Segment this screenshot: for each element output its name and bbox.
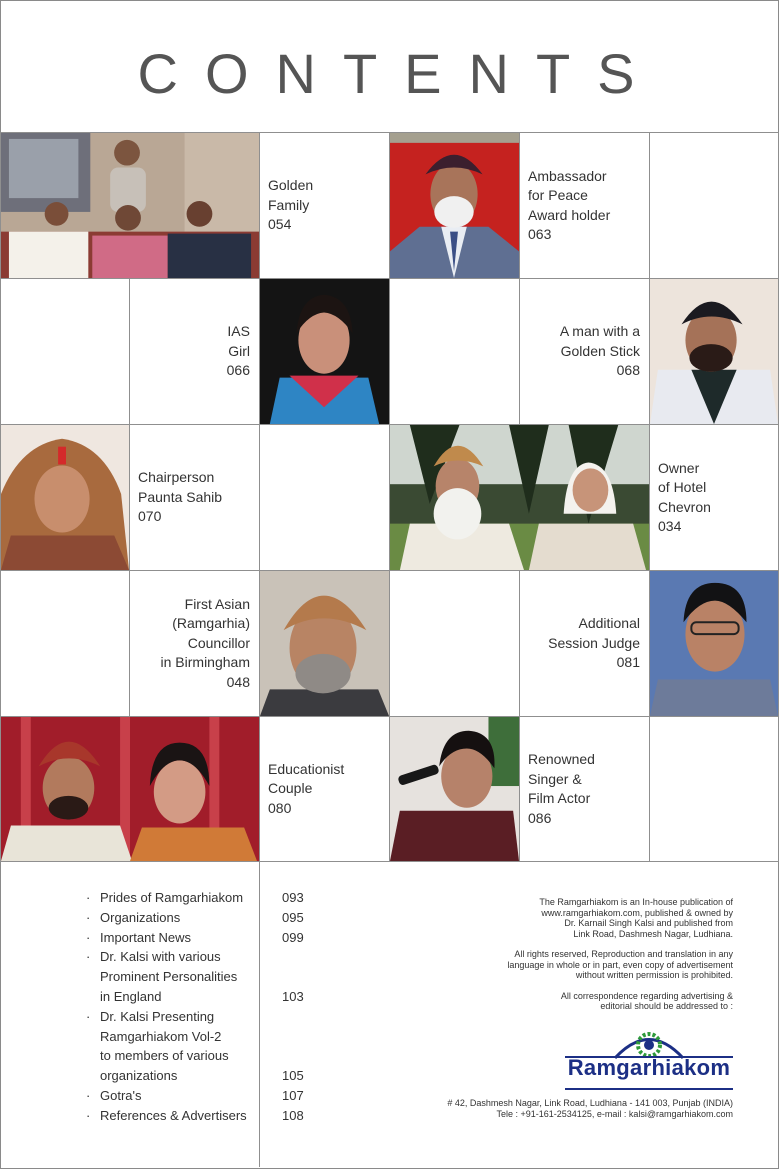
feature-session-judge: Additional Session Judge 081 [519,570,650,717]
features-grid [0,132,779,862]
feature-singer: Renowned Singer & Film Actor 086 [519,716,650,862]
toc-item[interactable]: · Prides of Ramgarhiakom 093 [86,888,322,908]
photo-educationist-couple [0,716,260,862]
bullet-icon: · [86,929,91,945]
ramgarhiakom-logo [565,1027,733,1092]
photo-ias-girl [259,278,390,425]
toc-item[interactable]: · Gotra's 107 [86,1086,322,1106]
rights-note: All rights reserved, Reproduction and translation in any language in whole or in part, even copy of advertisement without written permission is prohibited. [507,949,733,980]
photo-councillor [259,570,390,717]
feature-councillor: First Asian (Ramgarhia) Councillor in Birmingham 048 [129,570,260,717]
empty-cell [259,424,390,571]
photo-golden-stick [649,278,779,425]
photo-singer [389,716,520,862]
correspondence-note: All correspondence regarding advertising & editorial should be addressed to : [560,990,733,1011]
toc-item-continued: to members of various [100,1048,229,1064]
empty-cell [389,278,520,425]
page-title: CONTENTS [137,42,662,105]
photo-golden-family [0,132,260,279]
empty-cell [389,570,520,717]
bullet-icon: · [86,1107,91,1123]
feature-ambassador: Ambassador for Peace Award holder 063 [519,132,650,279]
contact-address: # 42, Dashmesh Nagar, Link Road, Ludhiana - 141 003, Punjab (INDIA) Tele : +91-161-2534125, e-mail : kalsi@ramgarhiakom.com [447,1098,733,1119]
logo-wordmark: Ramgarhiakom [567,1055,731,1080]
photo-session-judge [649,570,779,717]
toc-item-continued: Prominent Personalities [100,969,238,985]
toc-item-continued: in England 103 [100,988,304,1004]
publication-note: The Ramgarhiakom is an In-house publication of www.ramgarhiakom.com, published & owned by Dr. Karnail Singh Kalsi and published from Link Road, Dashmesh Nagar, Ludhiana. [539,897,733,939]
feature-golden-family: Golden Family 054 [259,132,390,279]
photo-hotel-owner [389,424,650,571]
bullet-icon: · [86,909,91,925]
bullet-icon: · [86,1087,91,1103]
empty-cell [649,716,779,862]
toc-item[interactable]: · Important News 099 [86,928,322,948]
toc-item-continued: Ramgarhiakom Vol-2 [100,1028,222,1044]
photo-ambassador [389,132,520,279]
bullet-icon: · [86,890,91,905]
contact-line[interactable]: Tele : +91-161-2534125, e-mail : kalsi@ramgarhiakom.com [496,1108,733,1119]
publisher-info [433,897,733,1022]
feature-golden-stick: A man with a Golden Stick 068 [519,278,650,425]
bullet-icon: · [86,1008,91,1024]
toc-item-continued: organizations 105 [100,1068,304,1084]
toc-item[interactable]: · References & Advertisers 108 [86,1106,322,1126]
toc-item[interactable]: · Dr. Kalsi with various [86,947,322,967]
toc-item[interactable]: · Dr. Kalsi Presenting [86,1007,322,1027]
toc-item[interactable]: · Organizations 095 [86,908,322,928]
empty-cell [0,278,130,425]
photo-chairperson [0,424,130,571]
empty-cell [0,570,130,717]
feature-ias-girl: IAS Girl 066 [129,278,260,425]
table-of-contents [86,888,322,1126]
feature-hotel-owner: Owner of Hotel Chevron 034 [649,424,779,571]
bullet-icon: · [86,949,91,965]
empty-cell [649,132,779,279]
feature-chairperson: Chairperson Paunta Sahib 070 [129,424,260,571]
logo-bottom-rule [565,1088,733,1090]
feature-educationist-couple: Educationist Couple 080 [259,716,390,862]
